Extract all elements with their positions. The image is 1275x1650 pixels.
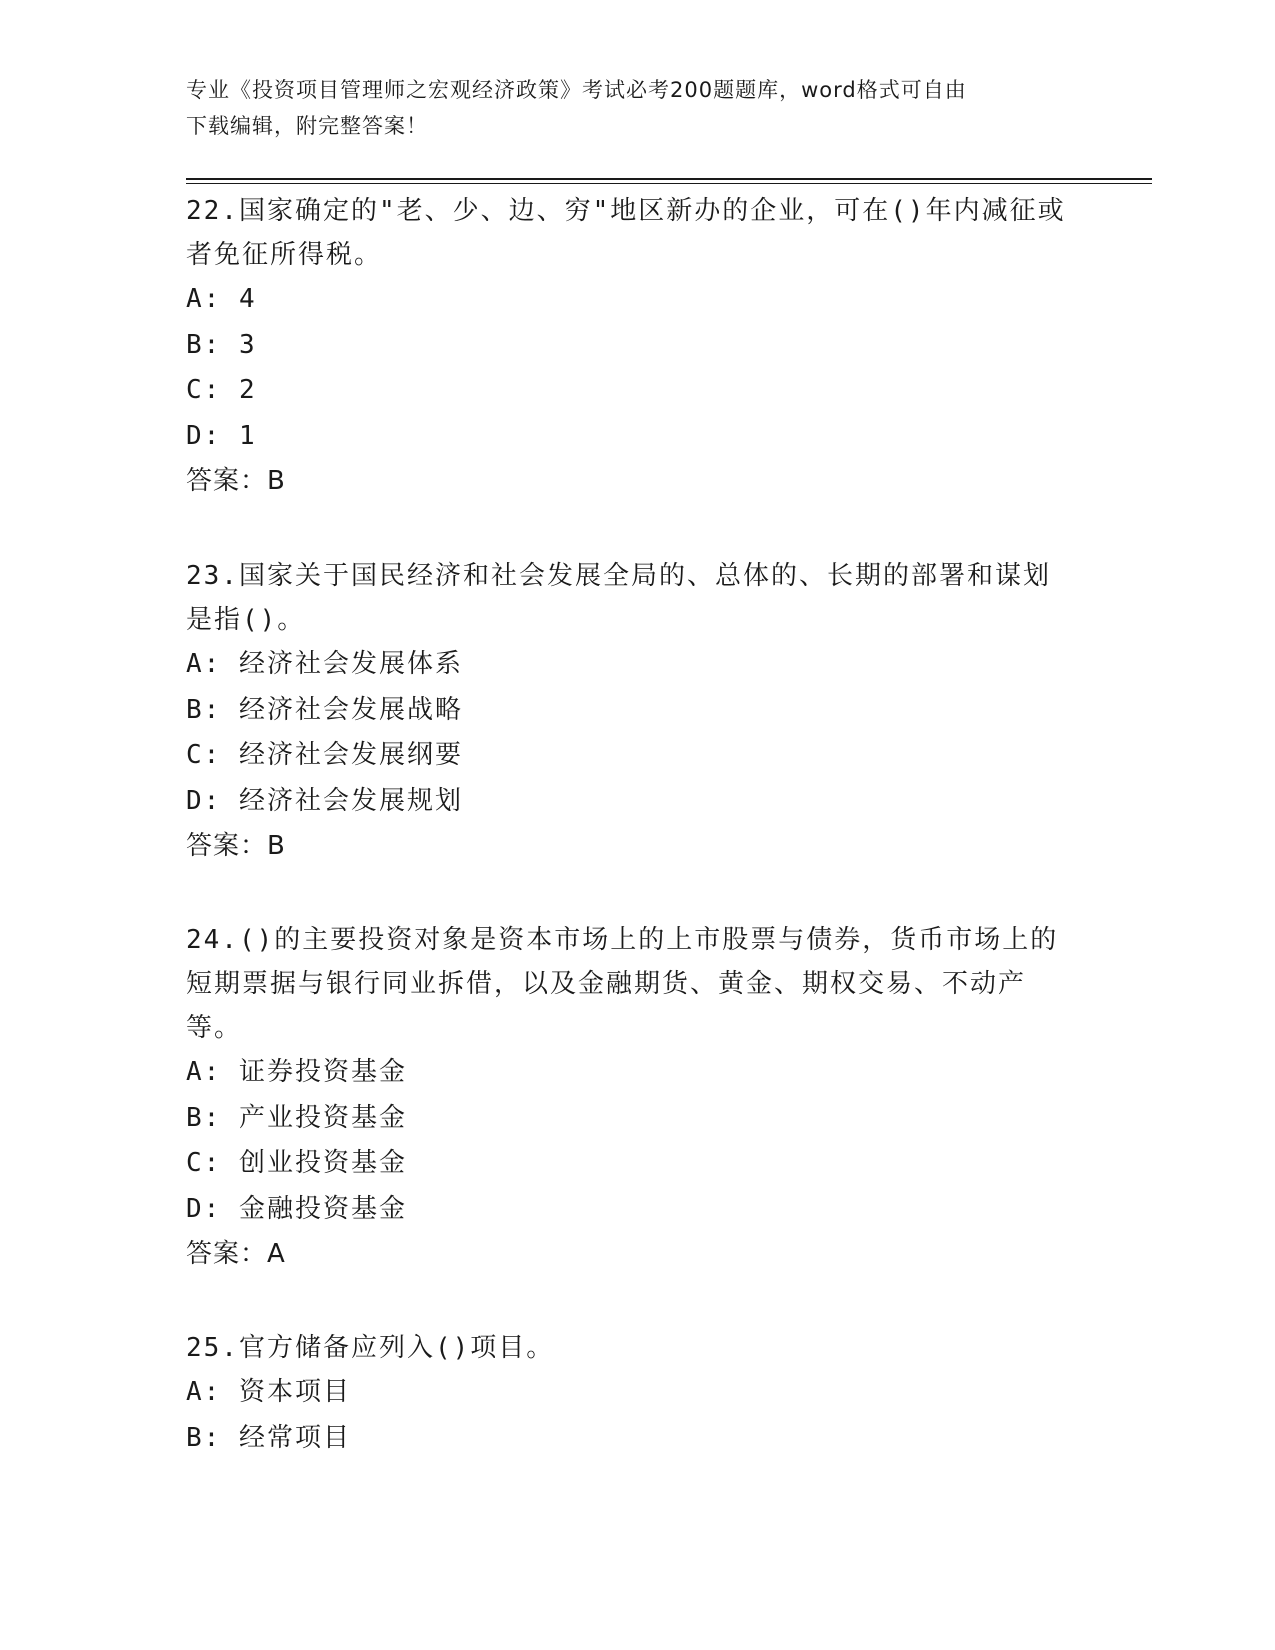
option-a: A: 4 xyxy=(186,284,257,314)
option-a: A: 证券投资基金 xyxy=(186,1057,407,1087)
answer: 答案：B xyxy=(186,466,286,496)
option-d: D: 金融投资基金 xyxy=(186,1193,407,1224)
question-stem-line: 23.国家关于国民经济和社会发展全局的、总体的、长期的部署和谋划 xyxy=(186,561,1051,591)
question-stem-line: 短期票据与银行同业拆借，以及金融期货、黄金、期权交易、不动产 xyxy=(186,969,1027,999)
option-b: B: 经常项目 xyxy=(186,1422,351,1453)
question-stem-line: 22.国家确定的"老、少、边、穷"地区新办的企业，可在()年内减征或 xyxy=(186,196,1066,226)
option-b: B: 经济社会发展战略 xyxy=(186,694,463,725)
option-c: C: 经济社会发展纲要 xyxy=(186,740,463,770)
question-23 xyxy=(186,554,1086,869)
option-b: B: 产业投资基金 xyxy=(186,1102,407,1133)
question-22 xyxy=(186,189,1086,504)
header-line-1: 专业《投资项目管理师之宏观经济政策》考试必考200题题库，word格式可自由 xyxy=(186,78,967,102)
header-line-2: 下载编辑，附完整答案！ xyxy=(186,114,428,138)
header-divider-thick xyxy=(186,178,1152,180)
question-stem-line: 24.()的主要投资对象是资本市场上的上市股票与债券，货币市场上的 xyxy=(186,925,1059,955)
question-stem-line: 者免征所得税。 xyxy=(186,240,383,270)
option-c: C: 2 xyxy=(186,375,257,405)
option-c: C: 创业投资基金 xyxy=(186,1148,407,1178)
option-a: A: 经济社会发展体系 xyxy=(186,649,463,679)
answer: 答案：B xyxy=(186,831,286,861)
option-d: D: 1 xyxy=(186,420,257,451)
header-divider-thin xyxy=(186,183,1152,184)
answer: 答案：A xyxy=(186,1239,286,1269)
document-header xyxy=(186,72,1086,144)
question-stem-line: 是指()。 xyxy=(186,605,306,635)
option-d: D: 经济社会发展规划 xyxy=(186,785,463,816)
question-25 xyxy=(186,1326,1086,1461)
question-24 xyxy=(186,918,1086,1277)
question-stem-line: 25.官方储备应列入()项目。 xyxy=(186,1333,555,1363)
option-a: A: 资本项目 xyxy=(186,1377,351,1407)
question-stem-line: 等。 xyxy=(186,1013,243,1043)
option-b: B: 3 xyxy=(186,329,257,360)
